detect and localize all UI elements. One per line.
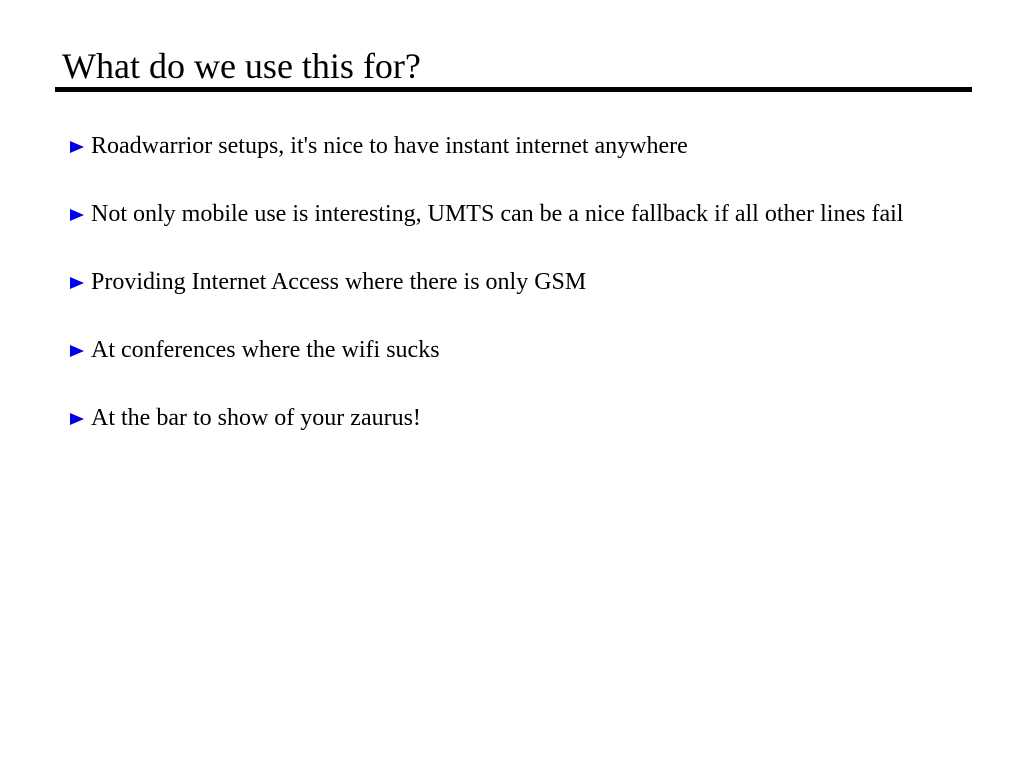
bullet-item — [70, 268, 903, 296]
page-title: What do we use this for? — [62, 46, 421, 86]
bullet-list — [70, 132, 903, 432]
title-underline-rule — [55, 87, 972, 92]
bullet-text: At the bar to show of your zaurus! — [91, 405, 421, 431]
bullet-item — [70, 336, 903, 364]
bullet-text: Providing Internet Access where there is only GSM — [91, 269, 587, 295]
triangle-right-icon — [70, 141, 84, 153]
bullet-text: Not only mobile use is interesting, UMTS can be a nice fallback if all other lines fail — [91, 201, 904, 227]
bullet-text: At conferences where the wifi sucks — [91, 337, 440, 363]
triangle-right-icon — [70, 413, 84, 425]
bullet-item — [70, 132, 903, 160]
bullet-text: Roadwarrior setups, it's nice to have instant internet anywhere — [91, 133, 688, 159]
triangle-right-icon — [70, 345, 84, 357]
triangle-right-icon — [70, 277, 84, 289]
bullet-item — [70, 200, 903, 228]
triangle-right-icon — [70, 209, 84, 221]
bullet-item — [70, 404, 903, 432]
